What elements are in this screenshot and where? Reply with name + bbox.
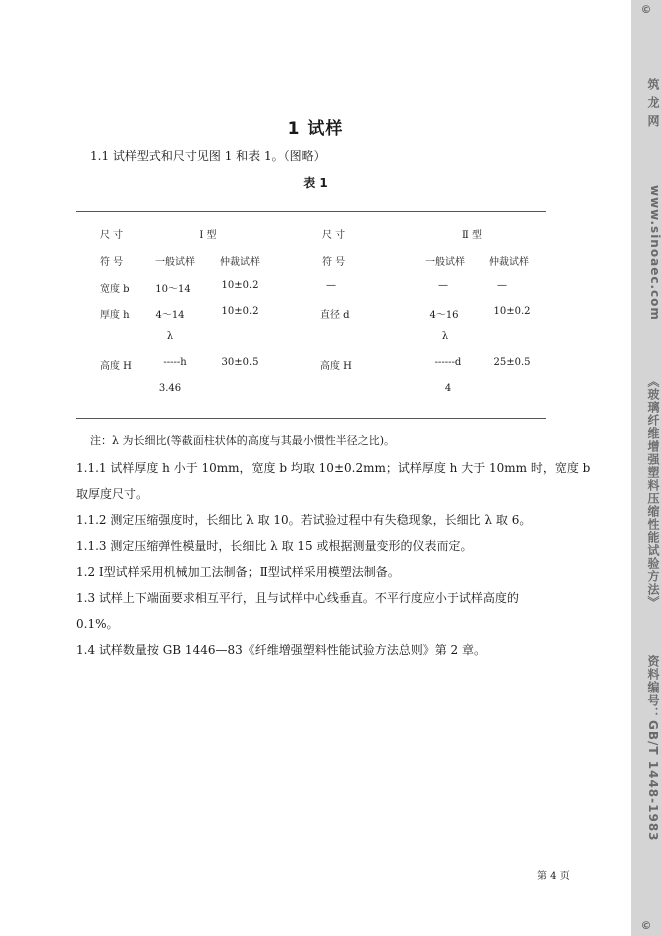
- table-header-symbol: 符 号: [100, 257, 124, 268]
- table-header-size: 尺 寸: [100, 230, 124, 241]
- table-top-rule: [76, 211, 546, 212]
- paragraph-1-4: 1.4 试样数量按 GB 1446—83《纤维增强塑料性能试验方法总则》第 2 章。: [76, 643, 487, 657]
- paragraph-1-1: 1.1 试样型式和尺寸见图 1 和表 1。（图略）: [90, 149, 326, 163]
- table-bottom-rule: [76, 418, 546, 419]
- sidebar-site-name: 筑 龙 网: [646, 78, 660, 128]
- paragraph-1-1-3: 1.1.3 测定压缩弹性模量时，长细比 λ 取 15 或根据测量变形的仪表而定。: [76, 539, 473, 553]
- sidebar-doc-number: 资料编号：GB/T 1448-1983: [646, 655, 660, 842]
- table-header-type1: Ⅰ 型: [199, 230, 217, 241]
- table-row-width-a1: 10±0.2: [221, 280, 259, 291]
- paragraph-1-3-line1: 1.3 试样上下端面要求相互平行，且与试样中心线垂直。不平行度应小于试样高度的: [76, 591, 519, 605]
- paragraph-1-1-1-line1: 1.1.1 试样厚度 h 小于 10mm，宽度 b 均取 10±0.2mm；试样厚度 h 大于 10mm 时，宽度 b: [76, 461, 591, 475]
- paragraph-1-1-2: 1.1.2 测定压缩强度时，长细比 λ 取 10。若试验过程中有失稳现象，长细比 λ 取 6。: [76, 513, 532, 527]
- table-row-width-g1: 10～14: [155, 284, 191, 295]
- paragraph-1-2: 1.2 Ⅰ型试样采用机械加工法制备；Ⅱ型试样采用模塑法制备。: [76, 565, 400, 579]
- table-header-general2: 一般试样: [425, 257, 465, 268]
- table-header-symbol2: 符 号: [322, 257, 346, 268]
- table-lambda-2: λ: [441, 331, 449, 342]
- table-row-width-g2: —: [438, 280, 448, 291]
- table-row-thickness-name: 厚度 h: [100, 310, 130, 321]
- table-row-width-a2: —: [497, 280, 507, 291]
- paragraph-1-3-line2: 0.1%。: [76, 617, 119, 631]
- table-header-general1: 一般试样: [155, 257, 195, 268]
- table-row-thickness-g1: 4～14: [155, 310, 185, 321]
- table-header-arbitration1: 仲裁试样: [220, 257, 260, 268]
- table-row-thickness-name2: 直径 d: [320, 310, 350, 321]
- copyright-icon-bottom: ©: [640, 919, 652, 932]
- page-number: 第 4 页: [537, 871, 570, 882]
- paragraph-1-1-1-line2: 取厚度尺寸。: [76, 487, 149, 501]
- watermark-sidebar: [631, 0, 662, 936]
- table-row-width-name: 宽度 b: [100, 284, 130, 295]
- table-row-thickness-g2: 4～16: [429, 310, 459, 321]
- table-row-thickness-a1: 10±0.2: [221, 306, 259, 317]
- section-title: 1 试样: [287, 119, 344, 139]
- sidebar-url: www.sinoaec.com: [648, 185, 662, 321]
- table-note: 注：λ 为长细比(等截面柱状体的高度与其最小惯性半径之比)。: [90, 434, 396, 447]
- table-row-height-g2: ------d: [434, 357, 462, 368]
- table-caption: 表 1: [303, 176, 328, 190]
- table-header-size2: 尺 寸: [322, 230, 346, 241]
- table-row-height-a2: 25±0.5: [493, 357, 531, 368]
- sidebar-doc-title: 《玻璃纤维增强塑料压缩性能试验方法》: [646, 375, 660, 609]
- table-row-height-name2: 高度 H: [320, 361, 352, 372]
- table-row-thickness-a2: 10±0.2: [493, 306, 531, 317]
- table-header-type2: Ⅱ 型: [462, 230, 482, 241]
- table-header-arbitration2: 仲裁试样: [489, 257, 529, 268]
- table-row-width-name2: —: [326, 280, 336, 291]
- table-row-height-name: 高度 H: [100, 361, 132, 372]
- table-denominator-2: 4: [444, 383, 452, 394]
- table-row-height-g1: -----h: [163, 357, 187, 368]
- table-lambda-1: λ: [166, 331, 174, 342]
- table-denominator-1: 3.46: [158, 383, 182, 394]
- table-row-height-a1: 30±0.5: [221, 357, 259, 368]
- copyright-icon: ©: [640, 3, 652, 16]
